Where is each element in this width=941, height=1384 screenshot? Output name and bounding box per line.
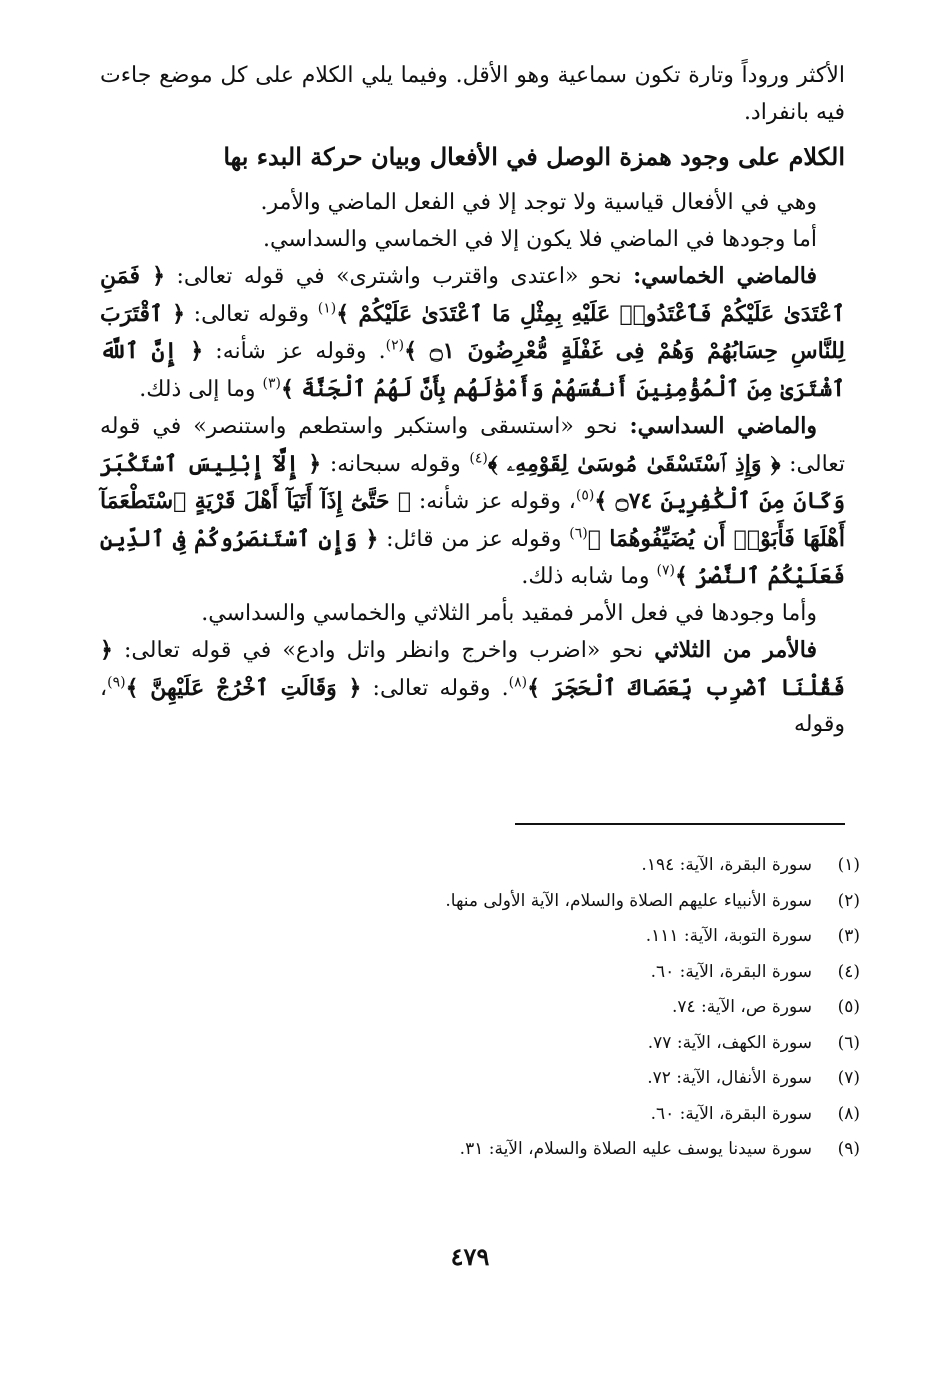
footnote-number: (٦) [837,1032,860,1053]
footnote [100,1132,860,1168]
footnote-ref: (٧) [656,562,675,579]
footnote-ref: (٨) [508,674,528,691]
text-run: نحو «استسقى واستكبر واستطعم واستنصر» في قوله تعالى: [100,414,846,477]
quran-verse: ﴿ وَإِنِ ٱسْتَنصَرُوكُمْ فِى ٱلدِّينِ فَعَلَيْكُمُ ٱلنَّصْرُ ﴾ [100,525,845,589]
footnote-divider [515,823,845,825]
paragraph: وهي في الأفعال قياسية ولا توجد إلا في الفعل الماضي والأمر. [260,190,817,215]
paragraph: وأما وجودها في فعل الأمر فمقيد بأمر الثلاثي والخماسي والسداسي. [201,600,817,626]
paragraph [100,632,845,744]
quran-verse: ﴿ وَقَالَتِ ٱخْرُجْ عَلَيْهِنَّ ﴾ [125,674,362,701]
footnote-ref: (٢) [385,337,405,354]
section-heading: الكلام على وجود همزة الوصل في الأفعال وبيان حركة البدء بها [223,142,845,171]
footnote [100,848,860,884]
footnote [100,1097,860,1133]
footnote-ref: (٦) [569,525,588,542]
footnote-number: (٥) [837,997,860,1017]
footnote [100,990,860,1026]
quran-verse: ﴿ فَمَنِ ٱعْتَدَىٰ عَلَيْكُمْ فَٱعْتَدُوا۟ عَلَيْهِ بِمِثْلِ مَا ٱعْتَدَىٰ عَلَيْكُمْ ﴾ [100,263,846,327]
footnote [100,955,860,991]
footnote-text: سورة البقرة، الآية: ٦٠. [650,961,812,982]
paragraph [100,408,845,596]
paragraph [100,258,845,408]
footnote-text: سورة سيدنا يوسف عليه الصلاة والسلام، الآية: ٣١. [459,1139,812,1159]
quran-verse: ﴿ فَقُلْنَا ٱضْرِب بِّعَصَاكَ ٱلْحَجَرَ ﴾ [100,637,845,701]
footnote-number: (١) [837,855,860,875]
quran-verse: ﴿ حَتَّىٰٓ إِذَآ أَتَيَآ أَهْلَ قَرْيَةٍ ٱسْتَطْعَمَآ أَهْلَهَا فَأَبَوْا۟ أَن يُضَيِّفُوهُمَا ﴾ [100,488,846,552]
footnote-ref: (٣) [262,375,281,392]
footnote-ref: (٥) [575,487,595,504]
footnote [100,1061,860,1097]
footnote-ref: (٤) [469,450,488,467]
paragraph-lead: والماضي السداسي: [629,413,817,439]
footnote-number: (٣) [837,926,860,946]
footnote-number: (٩) [837,1139,860,1159]
footnote-ref: (١) [317,300,337,317]
footnote-text: سورة البقرة، الآية: ١٩٤. [641,855,812,875]
text-run: نحو «اعتدى واقترب واشترى» في قوله تعالى: [165,264,622,289]
text-run: وقوله عز من قائل: [378,526,570,552]
body-text [100,58,845,744]
text-run: . وقوله عز شأنه: [203,339,386,364]
footnote-text: سورة البقرة، الآية: ٦٠. [650,1103,812,1124]
paragraph-lead: فالأمر من الثلاثي [654,637,817,663]
text-run: . وقوله تعالى: [361,675,509,701]
footnote-text: سورة ص، الآية: ٧٤. [671,997,812,1017]
text-run: ، وقوله [100,675,845,737]
paragraph: أما وجودها في الماضي فلا يكون إلا في الخماسي والسداسي. [263,226,817,252]
paragraph: الأكثر وروداً وتارة تكون سماعية وهو الأقل. وفيما يلي الكلام على كل موضع جاءت فيه بانفراد. [100,63,845,125]
footnote [100,884,860,920]
footnote-text: سورة التوبة، الآية: ١١١. [645,926,812,946]
text-run: وما إلى ذلك. [139,376,263,402]
page-number: ٤٧٩ [450,1242,490,1271]
footnotes [100,848,860,1168]
footnote-number: (٧) [837,1068,860,1088]
footnote [100,1026,860,1062]
text-run: وما شابه ذلك. [521,564,657,589]
text-run: وقوله تعالى: [185,301,318,327]
quran-verse: ﴿ إِلَّآ إِبْلِيسَ ٱسْتَكْبَرَ وَكَانَ مِنَ ٱلْكَٰفِرِينَ ۝٧٤ ﴾ [100,450,845,514]
footnote [100,919,860,955]
paragraph-lead: فالماضي الخماسي: [633,263,817,289]
footnote-text: سورة الأنفال، الآية: ٧٢. [647,1068,812,1088]
footnote-ref: (٩) [107,674,126,691]
quran-verse: ﴿ وَإِذِ ٱسْتَسْقَىٰ مُوسَىٰ لِقَوْمِهِۦ ﴾ [487,450,781,477]
quran-verse: ﴿ إِنَّ ٱللَّهَ ٱشْتَرَىٰ مِنَ ٱلْمُؤْمِنِينَ أَنفُسَهُمْ وَأَمْوَٰلَهُم بِأَنَّ لَهُمُ ٱلْجَنَّةَ ﴾ [100,338,845,402]
footnote-number: (٤) [837,961,860,982]
footnote-text: سورة الكهف، الآية: ٧٧. [647,1032,812,1053]
text-run: وقوله سبحانه: [321,451,470,477]
text-run: ، وقوله عز شأنه: [411,489,576,514]
footnote-number: (٨) [837,1103,860,1124]
footnote-text: سورة الأنبياء عليهم الصلاة والسلام، الآية الأولى منها. [445,890,812,911]
quran-verse: ﴿ ٱقْتَرَبَ لِلنَّاسِ حِسَابُهُمْ وَهُمْ فِى غَفْلَةٍ مُّعْرِضُونَ ۝١ ﴾ [100,300,845,364]
text-run: نحو «اضرب واخرج وانظر واتل وادع» في قوله تعالى: [112,638,644,663]
footnote-number: (٢) [837,890,860,911]
